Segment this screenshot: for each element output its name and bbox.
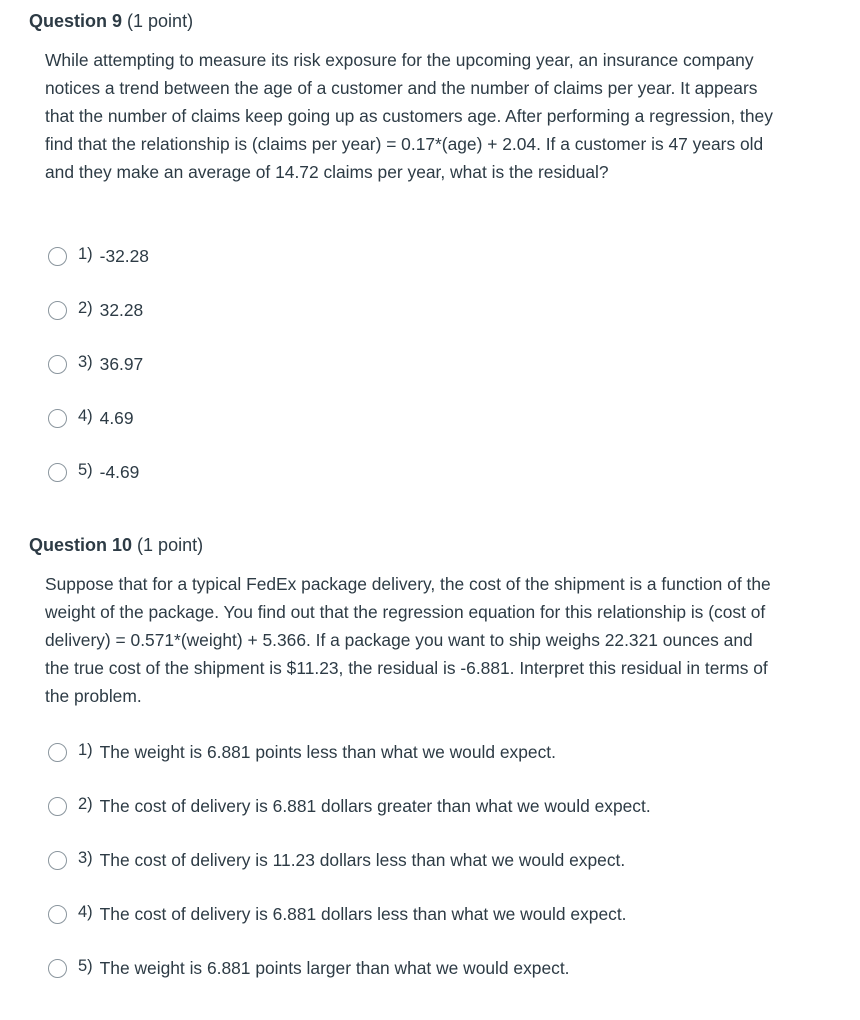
question-header — [29, 533, 203, 557]
option-number: 1) — [78, 740, 93, 759]
radio-button[interactable] — [48, 851, 67, 870]
option-text: The weight is 6.881 points less than what we would expect. — [99, 741, 556, 762]
option-text: The weight is 6.881 points larger than what we would expect. — [99, 957, 570, 978]
radio-button[interactable] — [48, 959, 67, 978]
question-text: Suppose that for a typical FedEx package delivery, the cost of the shipment is a function of the weight of the package. You find out that the regression equation for this relationship is (cost of delivery) = 0.571*(weight) + 5.366. If a package you want to ship weighs 22.321 ounces and the true cost of the shipment is $11.23, the residual is -6.881. Interpret this residual in terms of the problem. — [45, 574, 771, 706]
option-text: -32.28 — [99, 245, 149, 266]
answer-option-3[interactable] — [48, 848, 625, 872]
option-text: The cost of delivery is 11.23 dollars less than what we would expect. — [99, 849, 626, 870]
question-points: (1 point) — [127, 11, 194, 31]
question-header — [29, 9, 193, 33]
option-number: 4) — [78, 406, 93, 425]
option-number: 3) — [78, 848, 93, 867]
answer-option-5[interactable] — [48, 460, 139, 484]
option-text: The cost of delivery is 6.881 dollars greater than what we would expect. — [99, 795, 651, 816]
option-text: 36.97 — [99, 353, 144, 374]
answer-option-4[interactable] — [48, 406, 134, 430]
radio-button[interactable] — [48, 247, 67, 266]
option-number: 4) — [78, 902, 93, 921]
radio-button[interactable] — [48, 797, 67, 816]
answer-option-1[interactable] — [48, 244, 149, 268]
radio-button[interactable] — [48, 301, 67, 320]
option-number: 5) — [78, 460, 93, 479]
option-number: 1) — [78, 244, 93, 263]
radio-button[interactable] — [48, 463, 67, 482]
radio-button[interactable] — [48, 905, 67, 924]
option-text: 32.28 — [99, 299, 144, 320]
question-text: While attempting to measure its risk exposure for the upcoming year, an insurance company notices a trend between the age of a customer and the number of claims per year. It appears that the number of claims keep going up as customers age. After performing a regression, they find that the relationship is (claims per year) = 0.17*(age) + 2.04. If a customer is 47 years old and they make an average of 14.72 claims per year, what is the residual? — [45, 50, 773, 182]
radio-button[interactable] — [48, 743, 67, 762]
answer-option-5[interactable] — [48, 956, 570, 980]
answer-option-3[interactable] — [48, 352, 143, 376]
option-number: 5) — [78, 956, 93, 975]
option-text: 4.69 — [99, 407, 134, 428]
radio-button[interactable] — [48, 355, 67, 374]
option-number: 2) — [78, 298, 93, 317]
option-text: The cost of delivery is 6.881 dollars less than what we would expect. — [99, 903, 627, 924]
option-number: 3) — [78, 352, 93, 371]
answer-option-2[interactable] — [48, 298, 143, 322]
question-title: Question 9 — [29, 11, 123, 31]
option-text: -4.69 — [99, 461, 140, 482]
option-number: 2) — [78, 794, 93, 813]
answer-option-2[interactable] — [48, 794, 651, 818]
answer-option-4[interactable] — [48, 902, 627, 926]
question-title: Question 10 — [29, 535, 133, 555]
radio-button[interactable] — [48, 409, 67, 428]
answer-option-1[interactable] — [48, 740, 556, 764]
question-points: (1 point) — [137, 535, 204, 555]
